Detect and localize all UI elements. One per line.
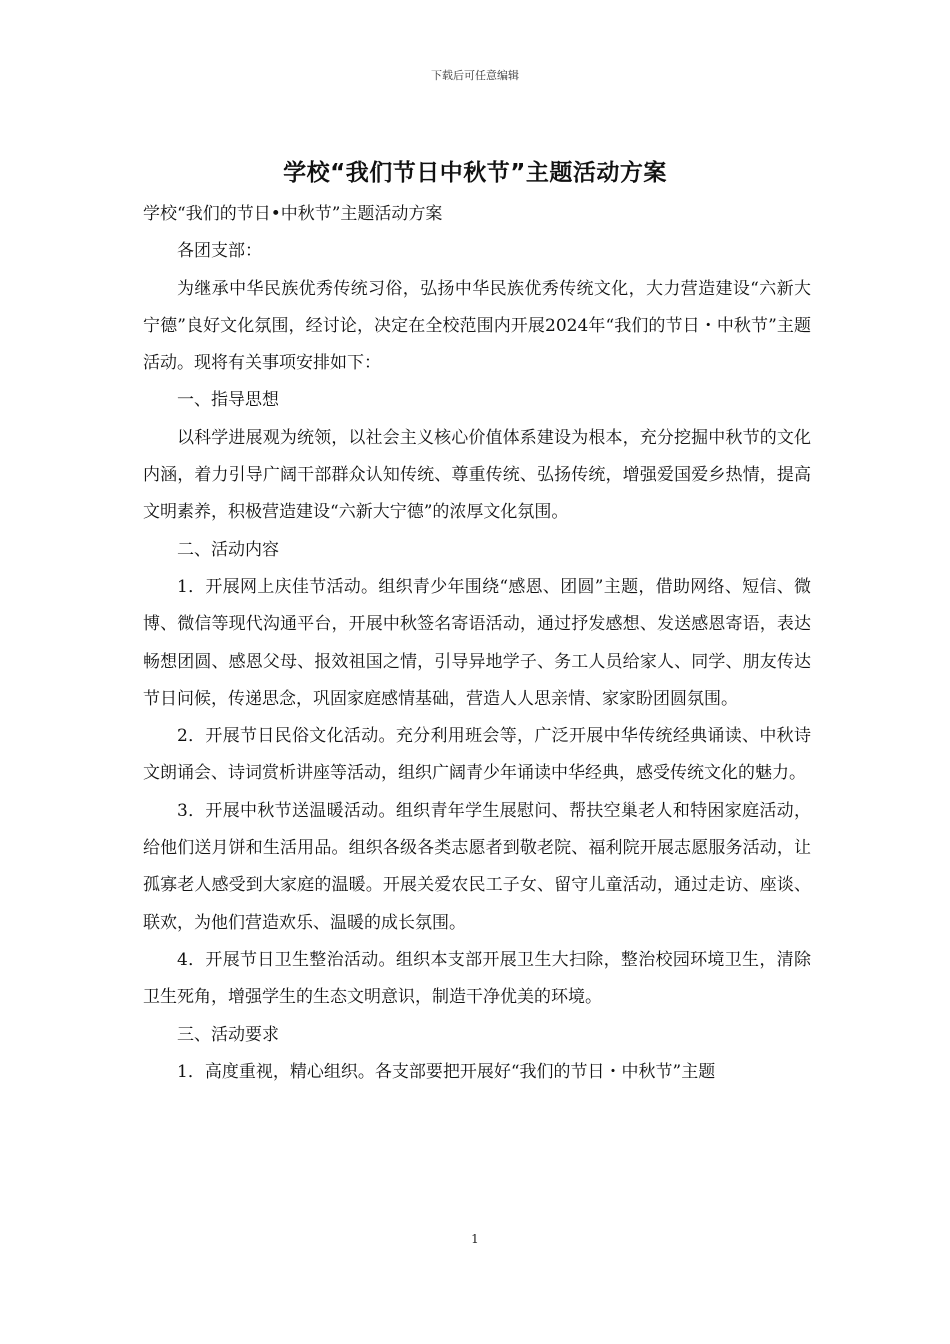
- page-number: 1: [471, 1232, 479, 1246]
- salutation: 各团支部：: [177, 241, 262, 262]
- activity-item-2: 2．开展节日民俗文化活动。充分利用班会等，广泛开展中华传统经典诵读、中秋诗文朗诵会、诗词赏析讲座等活动，组织广阔青少年诵读中华经典，感受传统文化的魅力。: [143, 726, 811, 784]
- intro-paragraph: 为继承中华民族优秀传统习俗，弘扬中华民族优秀传统文化，大力营造建设“六新大宁德”良好文化氛围，经讨论，决定在全校范围内开展2024年“我们的节日・中秋节”主题活动。现将有关事项安排如下：: [143, 278, 811, 374]
- activity-item-3: 3．开展中秋节送温暖活动。组织青年学生展慰问、帮扶空巢老人和特困家庭活动，给他们送月饼和生活用品。组织各级各类志愿者到敬老院、福利院开展志愿服务活动，让孤寡老人感受到大家庭的温暖。开展关爱农民工子女、留守儿童活动，通过走访、座谈、联欢，为他们营造欢乐、温暖的成长氛围。: [143, 800, 811, 933]
- requirement-item-1: 1．高度重视，精心组织。各支部要把开展好“我们的节日・中秋节”主题: [177, 1061, 716, 1082]
- document-body: [143, 196, 811, 1091]
- activity-item-1: 1．开展网上庆佳节活动。组织青少年围绕“感恩、团圆”主题，借助网络、短信、微博、微信等现代沟通平台，开展中秋签名寄语活动，通过抒发感想、发送感恩寄语，表达畅想团圆、感恩父母、报效祖国之情，引导异地学子、务工人员给家人、同学、朋友传达节日问候，传递思念，巩固家庭感情基础，营造人人思亲情、家家盼团圆氛围。: [143, 576, 811, 709]
- section-heading-activity-requirements: 三、活动要求: [177, 1024, 279, 1045]
- document-title: 学校“我们节日中秋节”主题活动方案: [283, 160, 667, 186]
- section-heading-guiding-ideology: 一、指导思想: [177, 390, 279, 411]
- section-heading-activity-content: 二、活动内容: [177, 539, 279, 560]
- activity-item-4: 4．开展节日卫生整治活动。组织本支部开展卫生大扫除，整治校园环境卫生，清除卫生死角，增强学生的生态文明意识，制造干净优美的环境。: [143, 949, 811, 1008]
- guiding-ideology-paragraph: 以科学进展观为统领，以社会主义核心价值体系建设为根本，充分挖掘中秋节的文化内涵，着力引导广阔干部群众认知传统、尊重传统、弘扬传统，增强爱国爱乡热情，提高文明素养，积极营造建设“六新大宁德”的浓厚文化氛围。: [143, 427, 811, 523]
- page-header-note: 下载后可任意编辑: [431, 69, 519, 82]
- document-subtitle: 学校“我们的节日•中秋节”主题活动方案: [143, 204, 443, 224]
